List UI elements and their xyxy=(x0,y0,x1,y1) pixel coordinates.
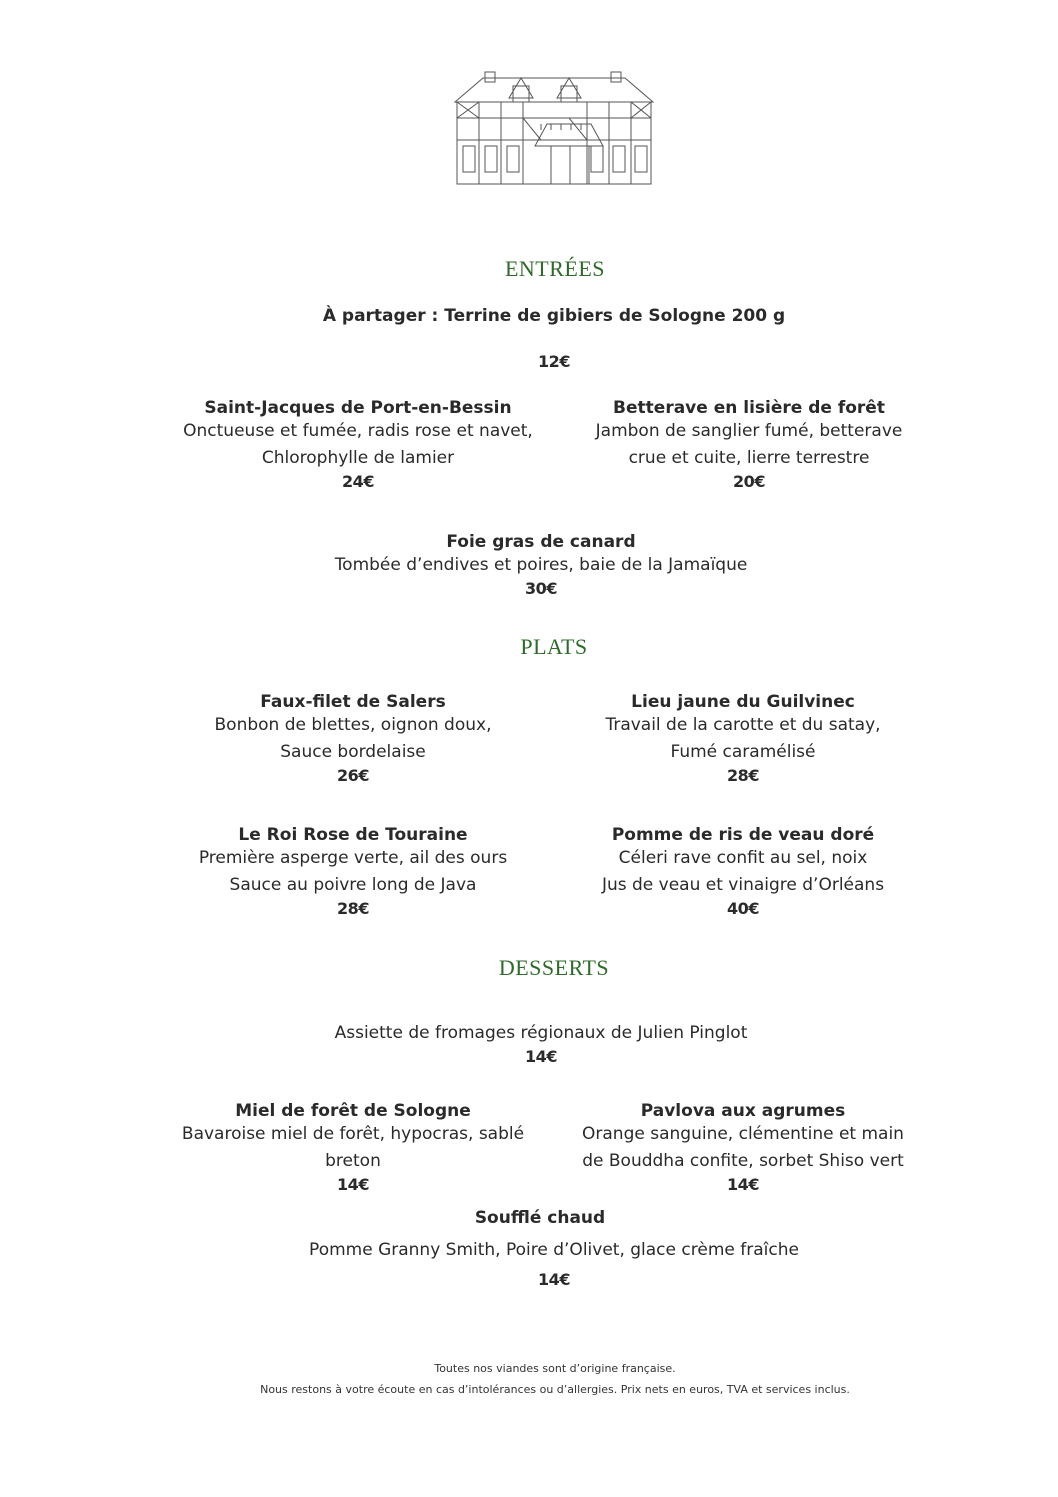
dish-price: 24€ xyxy=(342,472,374,491)
dish-souffle-name: Soufflé chaud xyxy=(474,1208,606,1228)
dish-price: 14€ xyxy=(727,1175,759,1194)
dish-betterave xyxy=(549,398,949,491)
dish-roi-rose xyxy=(153,825,553,918)
dish-name: Betterave en lisière de forêt xyxy=(613,398,885,418)
dish-description-line: Bavaroise miel de forêt, hypocras, sablé xyxy=(181,1124,525,1144)
section-title-desserts: DESSERTS xyxy=(498,955,610,980)
dish-description-line: Tombée d’endives et poires, baie de la Jamaïque xyxy=(334,555,748,575)
section-title-entrees: ENTRÉES xyxy=(504,256,606,281)
house-logo-icon xyxy=(451,70,657,190)
dish-price: 28€ xyxy=(727,766,759,785)
dish-name: Le Roi Rose de Touraine xyxy=(238,825,468,845)
dish-description-line: Travail de la carotte et du satay, xyxy=(605,715,881,735)
dish-fromages xyxy=(241,1020,841,1066)
dish-description-line: Assiette de fromages régionaux de Julien Pinglot xyxy=(334,1023,748,1043)
dish-price: 20€ xyxy=(733,472,765,491)
dish-description-line: Sauce au poivre long de Java xyxy=(229,875,477,895)
dish-description-line: Céleri rave confit au sel, noix xyxy=(618,848,868,868)
footer-origin-note: Toutes nos viandes sont d’origine française. xyxy=(434,1362,676,1375)
dish-souffle-price: 14€ xyxy=(538,1270,570,1289)
dish-name: Foie gras de canard xyxy=(446,532,636,552)
dish-description-line: Première asperge verte, ail des ours xyxy=(198,848,508,868)
dish-faux-filet xyxy=(153,692,553,785)
dish-name: Miel de forêt de Sologne xyxy=(235,1101,471,1121)
dish-price: 28€ xyxy=(337,899,369,918)
dish-name: Lieu jaune du Guilvinec xyxy=(631,692,855,712)
dish-description-line: Jambon de sanglier fumé, betterave xyxy=(595,421,903,441)
share-dish-name: À partager : Terrine de gibiers de Sologne 200 g xyxy=(322,306,786,326)
dish-description-line: Sauce bordelaise xyxy=(280,742,426,762)
dish-description-line: Bonbon de blettes, oignon doux, xyxy=(214,715,492,735)
dish-description-line: Orange sanguine, clémentine et main xyxy=(582,1124,904,1144)
dish-name: Pavlova aux agrumes xyxy=(640,1101,846,1121)
dish-description-line: crue et cuite, lierre terrestre xyxy=(628,448,870,468)
section-title-plats: PLATS xyxy=(520,634,588,659)
dish-pavlova xyxy=(533,1101,953,1194)
dish-lieu-jaune xyxy=(543,692,943,785)
dish-description-line: breton xyxy=(325,1151,381,1171)
dish-ris-de-veau xyxy=(543,825,943,918)
dish-name: Pomme de ris de veau doré xyxy=(611,825,875,845)
share-dish-price: 12€ xyxy=(538,352,570,371)
footer-allergy-note: Nous restons à votre écoute en cas d’intolérances ou d’allergies. Prix nets en euros, TVA et services inclus. xyxy=(260,1383,850,1396)
dish-description-line: Onctueuse et fumée, radis rose et navet, xyxy=(183,421,533,441)
dish-price: 26€ xyxy=(337,766,369,785)
dish-miel xyxy=(143,1101,563,1194)
dish-description-line: Chlorophylle de lamier xyxy=(261,448,455,468)
dish-foie-gras xyxy=(241,532,841,598)
dish-description-line: Jus de veau et vinaigre d’Orléans xyxy=(601,875,885,895)
dish-price: 40€ xyxy=(727,899,759,918)
dish-description-line: de Bouddha confite, sorbet Shiso vert xyxy=(582,1151,904,1171)
dish-saint-jacques xyxy=(158,398,558,491)
dish-name: Faux-filet de Salers xyxy=(260,692,446,712)
dish-price: 30€ xyxy=(525,579,557,598)
dish-price: 14€ xyxy=(337,1175,369,1194)
dish-souffle-description: Pomme Granny Smith, Poire d’Olivet, glace crème fraîche xyxy=(309,1240,799,1260)
dish-price: 14€ xyxy=(525,1047,557,1066)
dish-description-line: Fumé caramélisé xyxy=(670,742,816,762)
dish-name: Saint-Jacques de Port-en-Bessin xyxy=(204,398,512,418)
